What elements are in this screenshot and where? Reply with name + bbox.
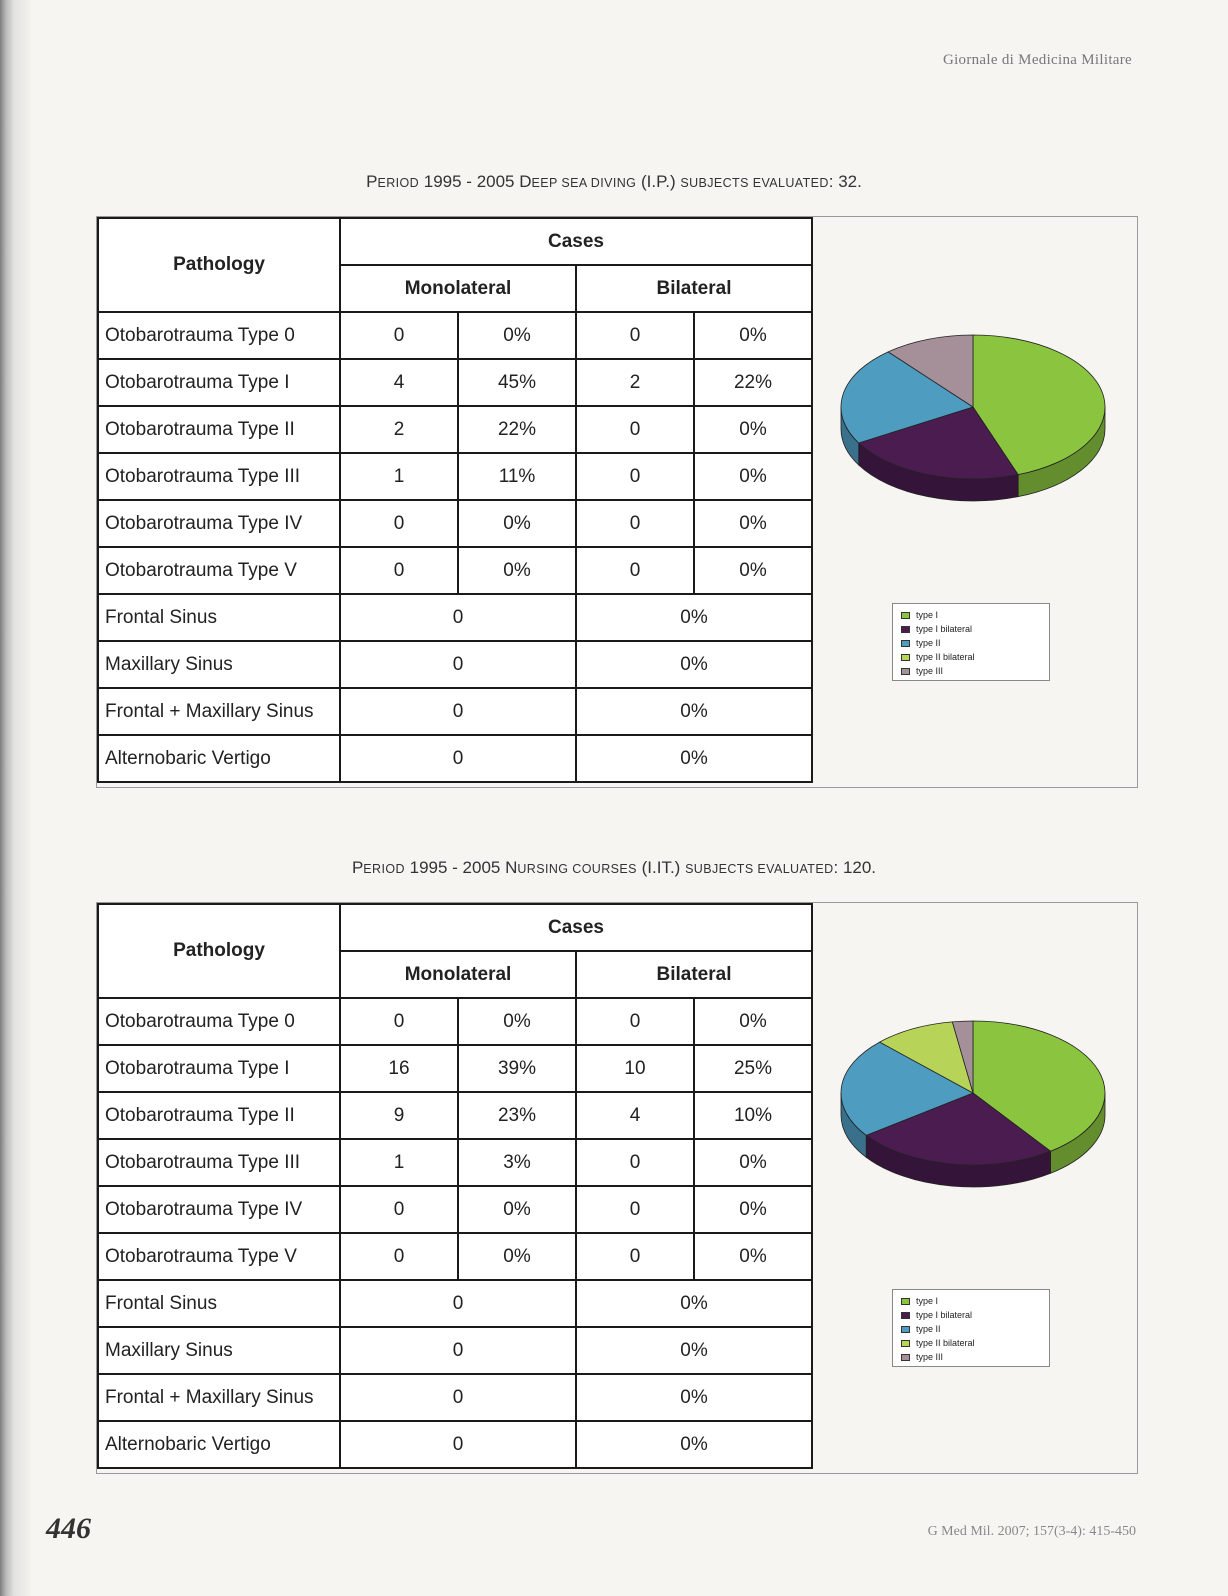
legend-swatch [901, 1312, 910, 1319]
table-caption [0, 172, 1228, 192]
merged-count: 0 [340, 735, 576, 782]
monolateral-percent: 11% [458, 453, 576, 500]
merged-count: 0 [340, 1374, 576, 1421]
legend-label: type I [916, 1296, 939, 1306]
merged-percent: 0% [576, 594, 812, 641]
cases-header: Cases [340, 904, 812, 951]
bilateral-count: 0 [576, 453, 694, 500]
legend-label: type I [916, 610, 939, 620]
monolateral-count: 0 [340, 1233, 458, 1280]
row-label: Maxillary Sinus [98, 641, 340, 688]
merged-percent: 0% [576, 688, 812, 735]
legend-label: type II [916, 1324, 941, 1334]
bilateral-percent: 0% [694, 312, 812, 359]
legend-swatch [901, 1326, 910, 1333]
legend-item [901, 608, 1049, 622]
monolateral-percent: 0% [458, 998, 576, 1045]
caption-text: (I.IT.) [636, 858, 686, 877]
row-label: Alternobaric Vertigo [98, 735, 340, 782]
bilateral-percent: 0% [694, 500, 812, 547]
legend-item [901, 1350, 1049, 1364]
merged-percent: 0% [576, 641, 812, 688]
caption-smallcaps: EEP SEA DIVING [531, 176, 637, 190]
monolateral-percent: 39% [458, 1045, 576, 1092]
merged-percent: 0% [576, 1374, 812, 1421]
table-row [98, 998, 812, 1045]
merged-count: 0 [340, 688, 576, 735]
merged-percent: 0% [576, 1421, 812, 1468]
table-row [98, 312, 812, 359]
caption-initial: P [351, 858, 364, 877]
citation: G Med Mil. 2007; 157(3-4): 415-450 [927, 1524, 1136, 1539]
table-block [96, 216, 1138, 788]
bilateral-percent: 0% [694, 1186, 812, 1233]
monolateral-percent: 0% [458, 547, 576, 594]
row-label: Otobarotrauma Type III [98, 453, 340, 500]
monolateral-header: Monolateral [340, 265, 576, 312]
table-row [98, 1092, 812, 1139]
chart-legend [892, 603, 1050, 681]
bilateral-percent: 0% [694, 453, 812, 500]
bilateral-percent: 25% [694, 1045, 812, 1092]
row-label: Frontal + Maxillary Sinus [98, 1374, 340, 1421]
caption-smallcaps: SUBJECTS EVALUATED [685, 862, 834, 876]
monolateral-percent: 0% [458, 312, 576, 359]
legend-swatch [901, 1354, 910, 1361]
table-block [96, 902, 1138, 1474]
legend-label: type I bilateral [916, 624, 973, 634]
caption-text: 1995 - 2005 [419, 172, 520, 191]
bilateral-percent: 0% [694, 547, 812, 594]
merged-percent: 0% [576, 1327, 812, 1374]
bilateral-count: 10 [576, 1045, 694, 1092]
table-caption [0, 858, 1228, 878]
monolateral-header: Monolateral [340, 951, 576, 998]
row-label: Otobarotrauma Type 0 [98, 998, 340, 1045]
page-number: 446 [46, 1512, 91, 1545]
pathology-header: Pathology [98, 904, 340, 998]
caption-smallcaps: ERIOD [377, 176, 420, 190]
monolateral-count: 2 [340, 406, 458, 453]
monolateral-count: 0 [340, 1186, 458, 1233]
table-row [98, 453, 812, 500]
row-label: Frontal Sinus [98, 1280, 340, 1327]
pathology-header: Pathology [98, 218, 340, 312]
caption-text: (I.P.) [636, 172, 681, 191]
monolateral-count: 0 [340, 547, 458, 594]
merged-percent: 0% [576, 1280, 812, 1327]
bilateral-percent: 0% [694, 406, 812, 453]
monolateral-count: 4 [340, 359, 458, 406]
bilateral-header: Bilateral [576, 265, 812, 312]
caption-text: : 120. [833, 858, 877, 877]
legend-label: type II bilateral [916, 652, 975, 662]
legend-label: type II bilateral [916, 1338, 975, 1348]
row-label: Otobarotrauma Type III [98, 1139, 340, 1186]
table-row [98, 1421, 812, 1468]
legend-item [901, 1308, 1049, 1322]
bilateral-count: 0 [576, 406, 694, 453]
caption-text: 1995 - 2005 [404, 858, 506, 877]
caption-initial: D [519, 172, 532, 191]
caption-smallcaps: SUBJECTS EVALUATED [680, 176, 829, 190]
cases-header: Cases [340, 218, 812, 265]
monolateral-count: 0 [340, 312, 458, 359]
bilateral-count: 2 [576, 359, 694, 406]
caption-initial: P [366, 172, 378, 191]
legend-item [901, 1336, 1049, 1350]
bilateral-percent: 22% [694, 359, 812, 406]
bilateral-header: Bilateral [576, 951, 812, 998]
bilateral-count: 0 [576, 312, 694, 359]
legend-swatch [901, 640, 910, 647]
table-row [98, 1327, 812, 1374]
monolateral-percent: 23% [458, 1092, 576, 1139]
row-label: Otobarotrauma Type I [98, 359, 340, 406]
row-label: Alternobaric Vertigo [98, 1421, 340, 1468]
bilateral-percent: 0% [694, 1139, 812, 1186]
monolateral-percent: 22% [458, 406, 576, 453]
bilateral-count: 0 [576, 1186, 694, 1233]
row-label: Maxillary Sinus [98, 1327, 340, 1374]
legend-label: type I bilateral [916, 1310, 973, 1320]
legend-label: type III [916, 666, 944, 676]
bilateral-count: 4 [576, 1092, 694, 1139]
merged-count: 0 [340, 594, 576, 641]
legend-swatch [901, 1298, 910, 1305]
legend-swatch [901, 612, 910, 619]
table-row [98, 735, 812, 782]
journal-header: Giornale di Medicina Militare [942, 52, 1132, 68]
monolateral-count: 1 [340, 1139, 458, 1186]
bilateral-percent: 10% [694, 1092, 812, 1139]
row-label: Otobarotrauma Type 0 [98, 312, 340, 359]
legend-item [901, 636, 1049, 650]
merged-percent: 0% [576, 735, 812, 782]
monolateral-percent: 0% [458, 1233, 576, 1280]
book-binding-shadow [0, 0, 30, 1596]
legend-item [901, 664, 1049, 678]
caption-smallcaps: ERIOD [363, 862, 405, 876]
table-row [98, 688, 812, 735]
row-label: Otobarotrauma Type IV [98, 500, 340, 547]
legend-swatch [901, 626, 910, 633]
merged-count: 0 [340, 1421, 576, 1468]
legend-swatch [901, 1340, 910, 1347]
chart-legend [892, 1289, 1050, 1367]
monolateral-percent: 45% [458, 359, 576, 406]
row-label: Frontal Sinus [98, 594, 340, 641]
bilateral-count: 0 [576, 1139, 694, 1186]
bilateral-count: 0 [576, 998, 694, 1045]
table-row [98, 359, 812, 406]
monolateral-percent: 3% [458, 1139, 576, 1186]
table-row [98, 406, 812, 453]
bilateral-count: 0 [576, 500, 694, 547]
caption-initial: N [505, 858, 518, 877]
monolateral-count: 9 [340, 1092, 458, 1139]
pie-chart [837, 327, 1117, 527]
table-row [98, 594, 812, 641]
bilateral-count: 0 [576, 1233, 694, 1280]
row-label: Otobarotrauma Type I [98, 1045, 340, 1092]
merged-count: 0 [340, 1280, 576, 1327]
monolateral-count: 0 [340, 998, 458, 1045]
legend-item [901, 1294, 1049, 1308]
legend-label: type III [916, 1352, 944, 1362]
monolateral-count: 16 [340, 1045, 458, 1092]
monolateral-count: 0 [340, 500, 458, 547]
pie-chart [837, 1013, 1117, 1213]
table-row [98, 1186, 812, 1233]
legend-label: type II [916, 638, 941, 648]
legend-item [901, 1322, 1049, 1336]
pathology-table [97, 217, 813, 783]
monolateral-count: 1 [340, 453, 458, 500]
table-row [98, 547, 812, 594]
row-label: Otobarotrauma Type V [98, 547, 340, 594]
legend-swatch [901, 654, 910, 661]
caption-smallcaps: URSING COURSES [517, 862, 637, 876]
row-label: Otobarotrauma Type IV [98, 1186, 340, 1233]
legend-item [901, 622, 1049, 636]
table-row [98, 1233, 812, 1280]
table-row [98, 500, 812, 547]
row-label: Otobarotrauma Type II [98, 1092, 340, 1139]
merged-count: 0 [340, 641, 576, 688]
table-row [98, 1280, 812, 1327]
table-row [98, 641, 812, 688]
legend-swatch [901, 668, 910, 675]
bilateral-percent: 0% [694, 1233, 812, 1280]
table-row [98, 1374, 812, 1421]
row-label: Frontal + Maxillary Sinus [98, 688, 340, 735]
pathology-table [97, 903, 813, 1469]
row-label: Otobarotrauma Type V [98, 1233, 340, 1280]
bilateral-count: 0 [576, 547, 694, 594]
monolateral-percent: 0% [458, 500, 576, 547]
merged-count: 0 [340, 1327, 576, 1374]
legend-item [901, 650, 1049, 664]
table-row [98, 1045, 812, 1092]
caption-text: : 32. [828, 172, 862, 191]
table-row [98, 1139, 812, 1186]
row-label: Otobarotrauma Type II [98, 406, 340, 453]
monolateral-percent: 0% [458, 1186, 576, 1233]
bilateral-percent: 0% [694, 998, 812, 1045]
